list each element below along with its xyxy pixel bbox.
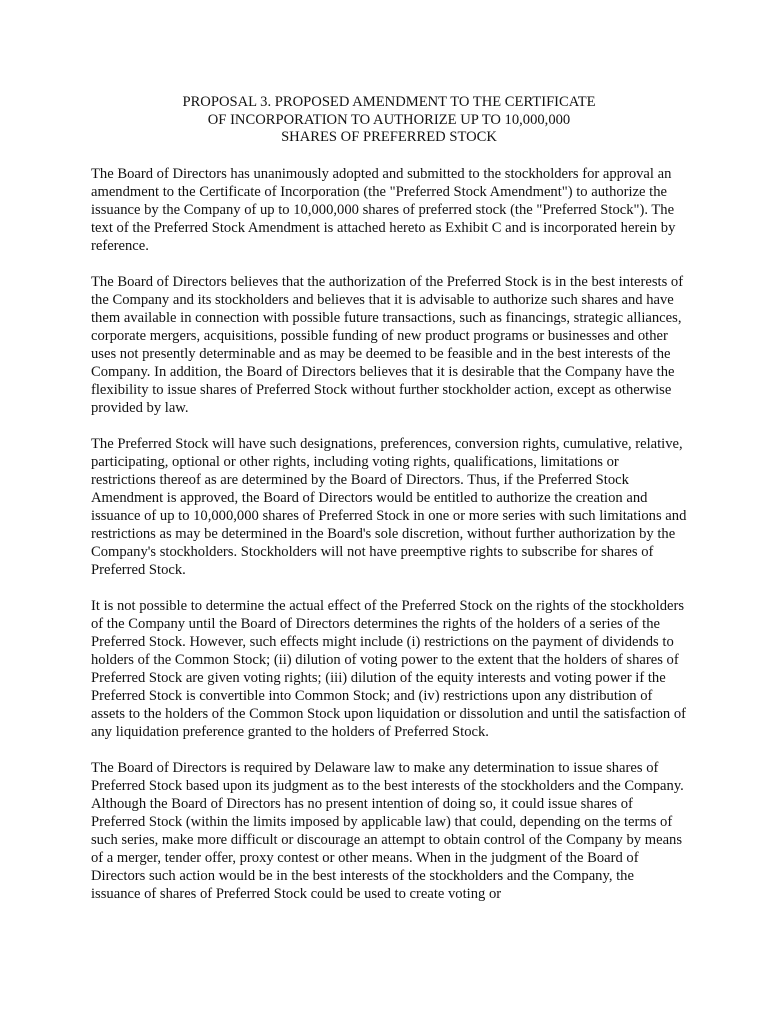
title-line-1: PROPOSAL 3. PROPOSED AMENDMENT TO THE CERTIFICATE: [182, 94, 596, 110]
paragraph-board-beliefs: The Board of Directors believes that the authorization of the Preferred Stock is in the best interests of the Company and its stockholders and believes that it is advisable to authorize such shares and have them available in connection with possible future transactions, such as financings, strategic alliances, corporate mergers, acquisitions, possible funding of new product programs or businesses and other uses not presently determinable and as may be deemed to be feasible and in the best interests of the Company. In addition, the Board of Directors believes that it is desirable that the Company have the flexibility to issue shares of Preferred Stock without further stockholder action, except as otherwise provided by law.: [91, 273, 684, 416]
paragraph-preferred-rights: The Preferred Stock will have such designations, preferences, conversion rights, cumulative, relative, participating, optional or other rights, including voting rights, qualifications, limitations or restrictions thereof as are determined by the Board of Directors. Thus, if the Preferred Stock Amendment is approved, the Board of Directors would be entitled to authorize the creation and issuance of up to 10,000,000 shares of Preferred Stock in one or more series with such limitations and restrictions as may be determined in the Board's sole discretion, without further authorization by the Company's stockholders. Stockholders will not have preemptive rights to subscribe for shares of Preferred Stock.: [91, 435, 687, 578]
paragraph-possible-effects: It is not possible to determine the actual effect of the Preferred Stock on the rights of the stockholders of the Company until the Board of Directors determines the rights of the holders of a series of the Preferred Stock. However, such effects might include (i) restrictions on the payment of dividends to holders of the Common Stock; (ii) dilution of voting power to the extent that the holders of shares of Preferred Stock are given voting rights; (iii) dilution of the equity interests and voting power if the Preferred Stock is convertible into Common Stock; and (iv) restrictions upon any distribution of assets to the holders of the Common Stock upon liquidation or dissolution and until the satisfaction of any liquidation preference granted to the holders of Preferred Stock.: [91, 597, 687, 740]
title-line-2: OF INCORPORATION TO AUTHORIZE UP TO 10,000,000: [207, 111, 571, 128]
paragraph-amendment-intro: The Board of Directors has unanimously adopted and submitted to the stockholders for approval an amendment to the Certificate of Incorporation (the "Preferred Stock Amendment") to authorize the issuance by the Company of up to 10,000,000 shares of preferred stock (the "Preferred Stock"). The text of the Preferred Stock Amendment is attached hereto as Exhibit C and is incorporated herein by reference.: [91, 165, 676, 254]
title-line-3: SHARES OF PREFERRED STOCK: [281, 129, 497, 146]
proposal-title: [91, 94, 687, 147]
document-page: [91, 94, 687, 921]
paragraph-delaware-law: The Board of Directors is required by Delaware law to make any determination to issue shares of Preferred Stock based upon its judgment as to the best interests of the stockholders and the Company. Although the Board of Directors has no present intention of doing so, it could issue shares of Preferred Stock (within the limits imposed by applicable law) that could, depending on the terms of such series, make more difficult or discourage an attempt to obtain control of the Company by means of a merger, tender offer, proxy contest or other means. When in the judgment of the Board of Directors such action would be in the best interests of the stockholders and the Company, the issuance of shares of Preferred Stock could be used to create voting or: [91, 759, 684, 902]
